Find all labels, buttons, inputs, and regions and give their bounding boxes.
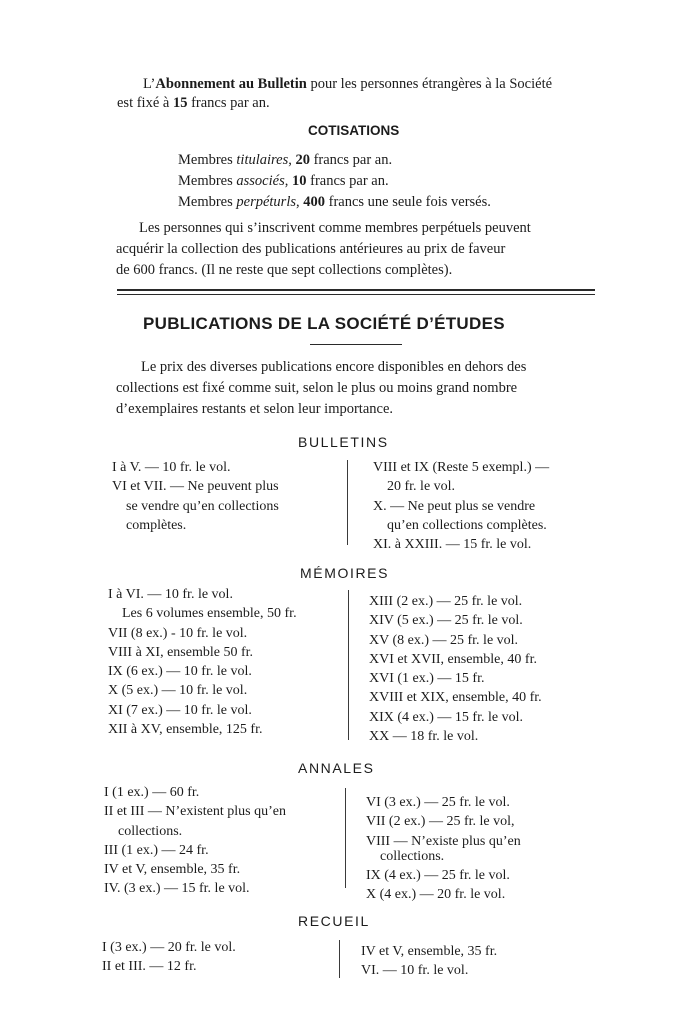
list-item: XX — 18 fr. le vol.	[369, 729, 479, 745]
subscription-line-2: est fixé à 15 francs par an.	[117, 95, 270, 111]
list-item: IV et V, ensemble, 35 fr.	[104, 862, 241, 878]
list-item: VIII — N’existe plus qu’en	[366, 833, 521, 849]
recueil-left-column	[102, 938, 337, 977]
list-item: VII (2 ex.) — 25 fr. le vol,	[366, 814, 515, 830]
cotisation-row: Membres perpéturls, 400 francs une seule fois versés.	[178, 194, 491, 210]
perpetual-paragraph-line: de 600 francs. (Il ne reste que sept collections complètes).	[116, 262, 453, 278]
list-item: se vendre qu’en collections	[126, 498, 279, 514]
list-item: collections.	[118, 823, 183, 839]
list-item: VII (8 ex.) - 10 fr. le vol.	[108, 625, 248, 641]
list-item: II et III — N’existent plus qu’en	[104, 804, 286, 820]
bulletins-left-column	[112, 458, 337, 535]
list-item: 20 fr. le vol.	[387, 479, 456, 495]
publications-intro-line: collections est fixé comme suit, selon le plus ou moins grand nombre	[116, 380, 518, 396]
column-divider	[348, 590, 349, 740]
bulletins-right-column	[373, 458, 603, 554]
cotisation-row: Membres titulaires, 20 francs par an.	[178, 152, 393, 168]
publications-intro-line: d’exemplaires restants et selon leur importance.	[116, 401, 394, 417]
list-item: I à VI. — 10 fr. le vol.	[108, 587, 233, 602]
list-item: XI. à XXIII. — 15 fr. le vol.	[373, 537, 532, 553]
annales-heading: ANNALES	[298, 760, 375, 776]
list-item: I (1 ex.) — 60 fr.	[104, 785, 200, 800]
list-item: X (4 ex.) — 20 fr. le vol.	[366, 887, 506, 903]
list-item: II et III. — 12 fr.	[102, 959, 197, 975]
divider-rule	[117, 289, 595, 291]
list-item: complètes.	[126, 517, 187, 533]
annales-right-column	[366, 793, 596, 905]
perpetual-paragraph-line: acquérir la collection des publications antérieures au prix de faveur	[116, 241, 506, 257]
list-item: XVIII et XIX, ensemble, 40 fr.	[369, 690, 542, 706]
column-divider	[339, 940, 340, 978]
memoires-right-column	[369, 592, 599, 746]
list-item: XVI (1 ex.) — 15 fr.	[369, 671, 485, 687]
list-item: XV (8 ex.) — 25 fr. le vol.	[369, 632, 519, 648]
list-item: Les 6 volumes ensemble, 50 fr.	[122, 606, 297, 622]
list-item: IX (4 ex.) — 25 fr. le vol.	[366, 868, 510, 884]
cotisation-row: Membres associés, 10 francs par an.	[178, 173, 389, 189]
recueil-heading: RECUEIL	[298, 913, 370, 929]
list-item: III (1 ex.) — 24 fr.	[104, 842, 209, 858]
publications-title: PUBLICATIONS DE LA SOCIÉTÉ D’ÉTUDES	[143, 314, 505, 333]
list-item: IX (6 ex.) — 10 fr. le vol.	[108, 664, 252, 680]
list-item: VIII à XI, ensemble 50 fr.	[108, 644, 254, 660]
list-item: IV et V, ensemble, 35 fr.	[361, 944, 498, 959]
list-item: VI. — 10 fr. le vol.	[361, 963, 469, 979]
list-item: VI et VII. — Ne peuvent plus	[112, 479, 279, 495]
list-item: I (3 ex.) — 20 fr. le vol.	[102, 940, 236, 955]
cotisations-title: COTISATIONS	[308, 123, 400, 138]
divider-rule	[117, 294, 595, 295]
list-item: collections.	[380, 848, 445, 864]
subscription-line-1: L’Abonnement au Bulletin pour les personnes étrangères à la Société	[143, 76, 553, 92]
list-item: X (5 ex.) — 10 fr. le vol.	[108, 683, 248, 699]
column-divider	[345, 788, 346, 888]
list-item: X. — Ne peut plus se vendre	[373, 498, 536, 514]
annales-left-column	[104, 783, 344, 899]
list-item: XIX (4 ex.) — 15 fr. le vol.	[369, 709, 523, 725]
list-item: IV. (3 ex.) — 15 fr. le vol.	[104, 881, 250, 897]
perpetual-paragraph-line: Les personnes qui s’inscrivent comme membres perpétuels peuvent	[139, 220, 531, 236]
list-item: XVI et XVII, ensemble, 40 fr.	[369, 651, 537, 667]
list-item: qu’en collections complètes.	[387, 517, 547, 533]
title-underline	[310, 344, 402, 345]
recueil-right-column	[361, 942, 591, 981]
publications-intro-line: Le prix des diverses publications encore disponibles en dehors des	[141, 359, 527, 375]
memoires-left-column	[108, 585, 343, 739]
list-item: XII à XV, ensemble, 125 fr.	[108, 722, 263, 738]
list-item: I à V. — 10 fr. le vol.	[112, 460, 231, 475]
list-item: XI (7 ex.) — 10 fr. le vol.	[108, 702, 252, 718]
list-item: XIII (2 ex.) — 25 fr. le vol.	[369, 594, 523, 609]
list-item: VI (3 ex.) — 25 fr. le vol.	[366, 795, 510, 810]
list-item: XIV (5 ex.) — 25 fr. le vol.	[369, 613, 523, 629]
list-item: VIII et IX (Reste 5 exempl.) —	[373, 460, 550, 475]
bulletins-heading: BULLETINS	[298, 434, 389, 450]
column-divider	[347, 460, 348, 545]
memoires-heading: MÉMOIRES	[300, 565, 390, 581]
